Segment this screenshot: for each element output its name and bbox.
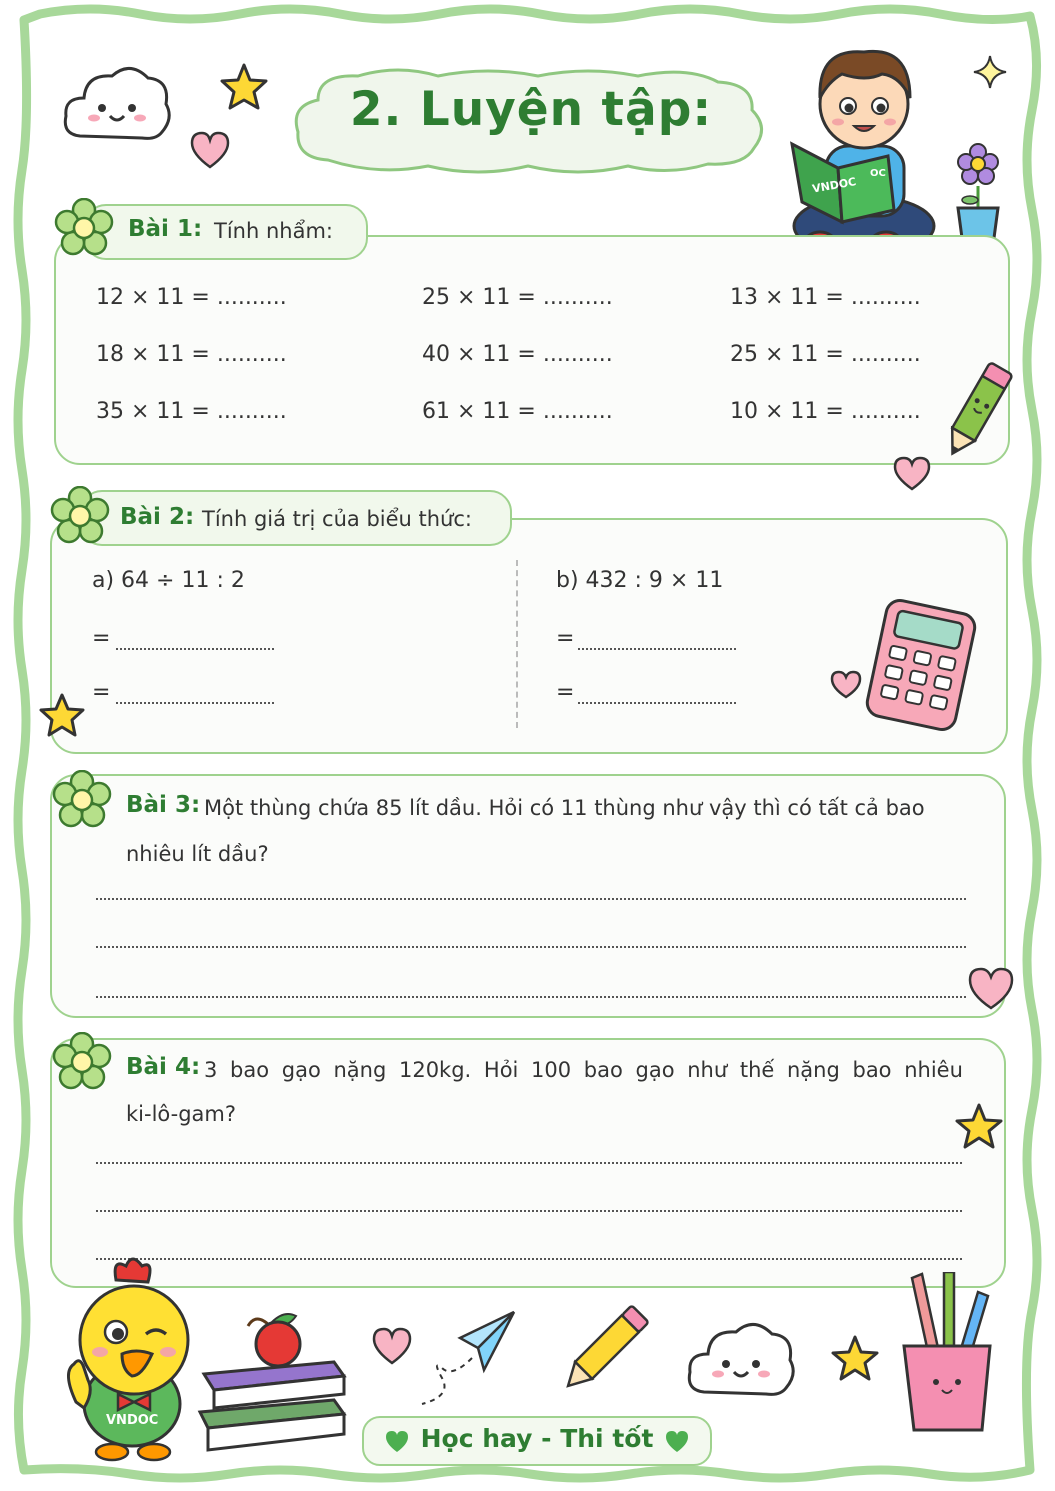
bai3-text-line2: nhiêu lít dầu?	[126, 842, 269, 866]
flower-icon	[52, 770, 112, 830]
answer-blank[interactable]: ..........	[542, 342, 613, 367]
expr: 10 × 11 =	[730, 399, 844, 424]
pencil-icon	[552, 1304, 652, 1400]
star-icon	[954, 1102, 1004, 1150]
footer-text: Học hay - Thi tốt	[420, 1424, 654, 1453]
bai1-label: Bài 1:	[128, 216, 203, 242]
bai3-text-line1: Một thùng chứa 85 lít dầu. Hỏi có 11 thùng như vậy thì có tất cả bao	[204, 796, 925, 820]
bai1-item-3	[730, 285, 921, 310]
heart-icon	[966, 966, 1016, 1012]
heart-icon	[830, 670, 862, 700]
bai1-item-4	[96, 342, 287, 367]
potted-flower-icon	[948, 142, 1008, 242]
star-icon	[38, 692, 86, 738]
bai2-label: Bài 2:	[120, 504, 195, 530]
bai4-text-line2: ki-lô-gam?	[126, 1102, 237, 1126]
heart-icon	[370, 1326, 414, 1366]
bai1-item-6	[730, 342, 921, 367]
expr: 40 × 11 =	[422, 342, 536, 367]
bai2-instruction: Tính giá trị của biểu thức:	[202, 507, 472, 531]
sparkle-icon	[972, 54, 1008, 90]
bai4-answer-line-3[interactable]	[96, 1258, 962, 1260]
bai1-item-5	[422, 342, 613, 367]
book-label: VNDOC	[811, 175, 858, 196]
bai1-item-2	[422, 285, 613, 310]
answer-blank[interactable]: ..........	[216, 399, 287, 424]
bai2-a-eq2: =	[92, 680, 111, 705]
bai3-answer-line-1[interactable]	[96, 898, 966, 900]
chick-mascot-icon	[56, 1252, 206, 1466]
expr: 25 × 11 =	[730, 342, 844, 367]
expr: 25 × 11 =	[422, 285, 536, 310]
bai1-item-8	[422, 399, 613, 424]
page-title: 2. Luyện tập:	[349, 82, 713, 137]
answer-blank[interactable]: ..........	[542, 399, 613, 424]
expr: 61 × 11 =	[422, 399, 536, 424]
books-apple-icon	[194, 1304, 354, 1456]
pencil-icon	[940, 356, 1014, 466]
bai4-answer-line-2[interactable]	[96, 1210, 962, 1212]
boy-reading-icon	[782, 26, 942, 266]
answer-blank[interactable]: ..........	[850, 399, 921, 424]
bai4-answer-line-1[interactable]	[96, 1162, 962, 1164]
bai2-a-blank-2[interactable]	[116, 702, 274, 704]
star-icon	[830, 1334, 880, 1382]
bai1-item-7	[96, 399, 287, 424]
bai2-a-eq1: =	[92, 626, 111, 651]
answer-blank[interactable]: ..........	[216, 285, 287, 310]
bai3-label: Bài 3:	[126, 792, 201, 818]
heart-icon	[892, 456, 932, 492]
heart-icon	[664, 1430, 690, 1454]
answer-blank[interactable]: ..........	[850, 285, 921, 310]
bai2-b-eq2: =	[556, 680, 575, 705]
expr: 12 × 11 =	[96, 285, 210, 310]
mascot-shirt-label: VNDOC	[106, 1413, 159, 1428]
bai2-divider	[516, 560, 518, 728]
flower-icon	[52, 1032, 112, 1092]
expr: 13 × 11 =	[730, 285, 844, 310]
book-label-side: OC	[870, 168, 886, 179]
bai2-a-expr: a) 64 ÷ 11 : 2	[92, 568, 245, 593]
bai2-a-blank-1[interactable]	[116, 648, 274, 650]
cloud-icon	[58, 58, 176, 148]
flower-icon	[54, 198, 114, 258]
bai1-instruction: Tính nhẩm:	[214, 219, 333, 243]
bai3-answer-line-3[interactable]	[96, 996, 966, 998]
bai2-b-expr: b) 432 : 9 × 11	[556, 568, 724, 593]
bai4-label: Bài 4:	[126, 1054, 201, 1080]
expr: 35 × 11 =	[96, 399, 210, 424]
cloud-icon	[682, 1314, 800, 1402]
bai1-item-9	[730, 399, 921, 424]
bai1-item-1	[96, 285, 287, 310]
pencil-cup-icon	[898, 1272, 998, 1436]
paper-plane-icon	[412, 1308, 522, 1408]
star-icon	[218, 62, 270, 112]
calculator-icon	[862, 598, 980, 732]
answer-blank[interactable]: ..........	[542, 285, 613, 310]
flower-icon	[50, 486, 110, 546]
expr: 18 × 11 =	[96, 342, 210, 367]
heart-icon	[188, 130, 232, 170]
bai4-text-line1: 3 bao gạo nặng 120kg. Hỏi 100 bao gạo như thế nặng bao nhiêu	[204, 1058, 963, 1082]
answer-blank[interactable]: ..........	[216, 342, 287, 367]
bai2-b-eq1: =	[556, 626, 575, 651]
bai2-b-blank-2[interactable]	[578, 702, 736, 704]
bai3-answer-line-2[interactable]	[96, 946, 966, 948]
answer-blank[interactable]: ..........	[850, 342, 921, 367]
bai2-b-blank-1[interactable]	[578, 648, 736, 650]
